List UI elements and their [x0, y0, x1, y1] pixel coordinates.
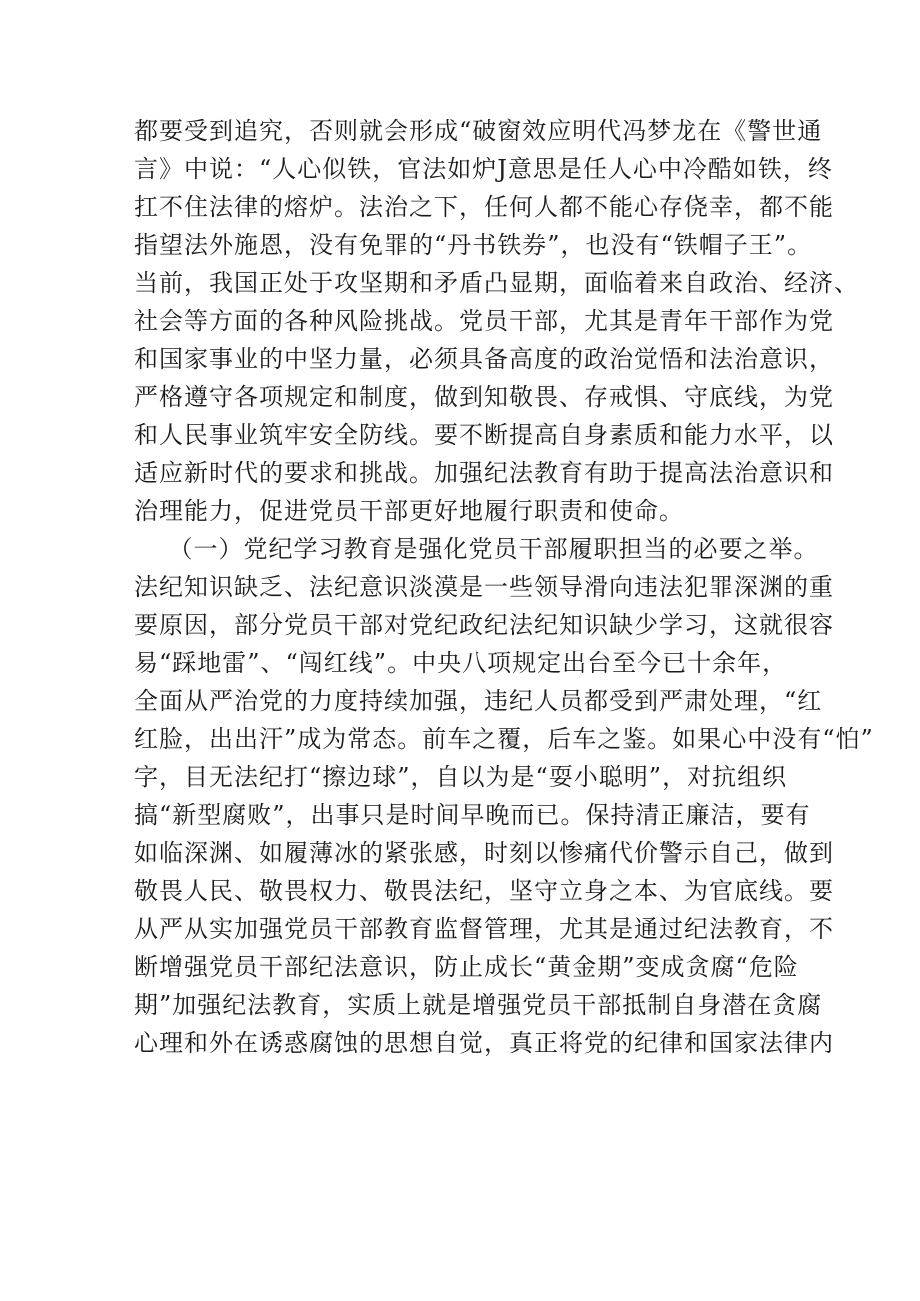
text-line: 敬畏人民、敬畏权力、敬畏法纪，坚守立身之本、为官底线。要 — [134, 877, 834, 905]
text-line: 和国家事业的中坚力量，必须具备高度的政治觉悟和法治意识， — [134, 345, 834, 373]
text-line: 红脸，出出汗”成为常态。前车之覆，后车之鉴。如果心中没有“怕” — [134, 725, 874, 753]
text-line: 和人民事业筑牢安全防线。要不断提高自身素质和能力水平，以 — [134, 421, 834, 449]
text-line: 都要受到追究，否则就会形成“破窗效应明代冯梦龙在《警世通 — [134, 117, 823, 145]
text-line: 治理能力，促进党员干部更好地履行职责和使命。 — [134, 497, 684, 525]
text-line: 严格遵守各项规定和制度，做到知敬畏、存戒惧、守底线，为党 — [134, 383, 834, 411]
text-line: 扛不住法律的熔炉。法治之下，任何人都不能心存侥幸，都不能 — [134, 193, 834, 221]
text-line: 断增强党员干部纪法意识，防止成长“黄金期”变成贪腐“危险 — [134, 953, 799, 981]
text-line: 法纪知识缺乏、法纪意识淡漠是一些领导滑向违法犯罪深渊的重 — [134, 573, 834, 601]
text-line: 全面从严治党的力度持续加强，违纪人员都受到严肃处理，“红 — [134, 687, 823, 715]
text-line: 搞“新型腐败”，出事只是时间早晚而已。保持清正廉洁，要有 — [134, 801, 811, 829]
text-line: 期”加强纪法教育，实质上就是增强党员干部抵制自身潜在贪腐 — [134, 991, 823, 1019]
text-line: 言》中说：“人心似铁，官法如炉J意思是任人心中冷酷如铁，终 — [134, 155, 833, 183]
text-line: 社会等方面的各种风险挑战。党员干部，尤其是青年干部作为党 — [134, 307, 834, 335]
text-line: 要原因，部分党员干部对党纪政纪法纪知识缺少学习，这就很容 — [134, 611, 834, 639]
body-text — [134, 112, 874, 1062]
text-line: 心理和外在诱惑腐蚀的思想自觉，真正将党的纪律和国家法律内 — [134, 1029, 834, 1057]
text-line: 从严从实加强党员干部教育监督管理，尤其是通过纪法教育，不 — [134, 915, 834, 943]
text-line: （一）党纪学习教育是强化党员干部履职担当的必要之举。 — [134, 535, 819, 563]
text-line: 易“踩地雷”、“闯红线”。中央八项规定出台至今已十余年， — [134, 649, 788, 677]
text-line: 当前，我国正处于攻坚期和矛盾凸显期，面临着来自政治、经济、 — [134, 269, 859, 297]
text-line: 如临深渊、如履薄冰的紧张感，时刻以惨痛代价警示自己，做到 — [134, 839, 834, 867]
text-line: 字，目无法纪打“擦边球”，自以为是“耍小聪明”，对抗组织 — [134, 763, 788, 791]
text-line: 指望法外施恩，没有免罪的“丹书铁券”，也没有“铁帽子王”。 — [134, 231, 813, 259]
text-line: 适应新时代的要求和挑战。加强纪法教育有助于提高法治意识和 — [134, 459, 834, 487]
